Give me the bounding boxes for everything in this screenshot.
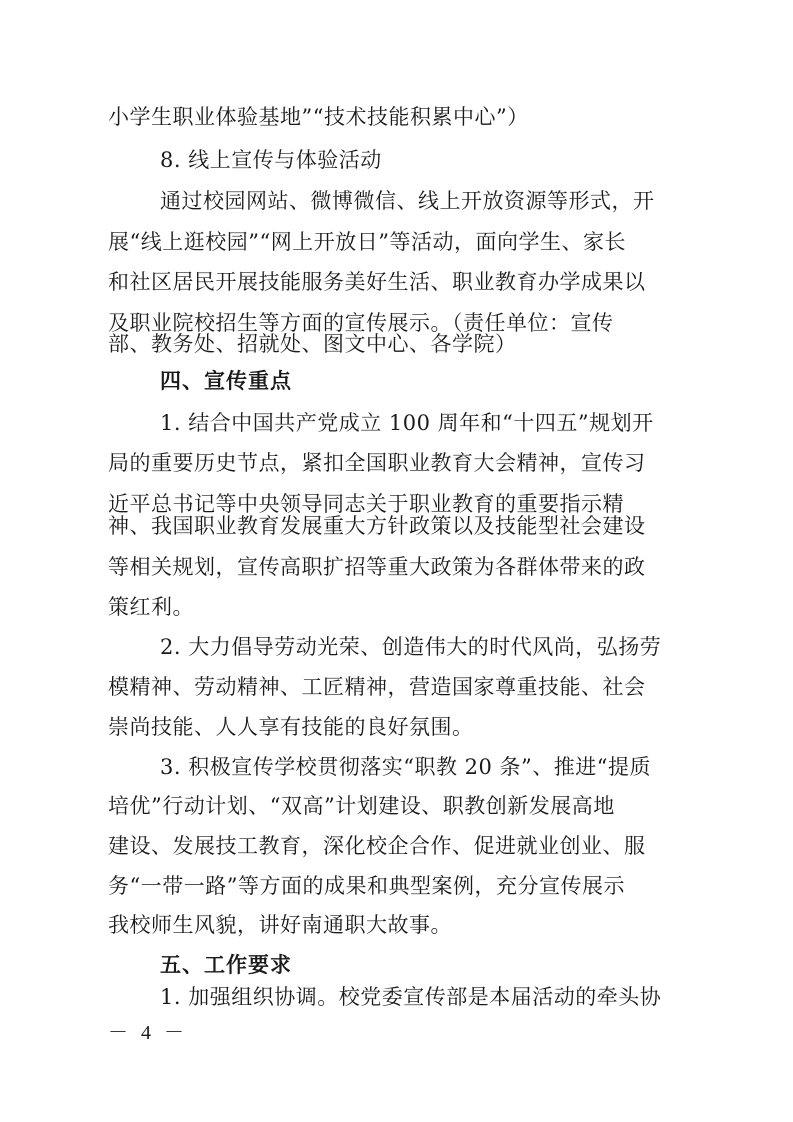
text-line: 我校师生风貌，讲好南通职大故事。 <box>108 913 452 937</box>
text-line: 及职业院校招生等方面的宣传展示。（责任单位：宣传 <box>108 311 614 335</box>
subheading-line: 8. 线上宣传与体验活动 <box>160 148 382 172</box>
text-line: 小学生职业体验基地”“技术技能积累中心”） <box>108 105 529 129</box>
text-line: 部、教务处、招就处、图文中心、各学院） <box>108 332 517 356</box>
text-line: 务“一带一路”等方面的成果和典型案例，充分宣传展示 <box>108 874 625 898</box>
text-line: 3. 积极宣传学校贯彻落实“职教 20 条”、推进“提质 <box>160 755 651 779</box>
text-line: 神、我国职业教育发展重大方针政策以及技能型社会建设 <box>108 514 646 538</box>
text-line: 展“线上逛校园”“网上开放日”等活动，面向学生、家长 <box>108 230 626 254</box>
text-line: 建设、发展技工教育，深化校企合作、促进就业创业、服 <box>108 834 646 858</box>
text-line: 等相关规划，宣传高职扩招等重大政策为各群体带来的政 <box>108 555 646 579</box>
text-line: 和社区居民开展技能服务美好生活、职业教育办学成果以 <box>108 270 646 294</box>
text-line: 培优”行动计划、“双高”计划建设、职教创新发展高地 <box>108 794 615 818</box>
page-number: － 4 － <box>108 1022 188 1044</box>
text-line: 近平总书记等中央领导同志关于职业教育的重要指示精 <box>108 492 624 516</box>
text-line: 2. 大力倡导劳动光荣、创造伟大的时代风尚，弘扬劳 <box>160 635 662 659</box>
section-heading: 四、宣传重点 <box>160 369 292 393</box>
text-line: 1. 结合中国共产党成立 100 周年和“十四五”规划开 <box>160 411 654 435</box>
text-line: 崇尚技能、人人享有技能的良好氛围。 <box>108 715 474 739</box>
text-line: 通过校园网站、微博微信、线上开放资源等形式，开 <box>160 189 655 213</box>
text-line: 1. 加强组织协调。校党委宣传部是本届活动的牵头协 <box>160 985 662 1009</box>
text-line: 局的重要历史节点，紧扣全国职业教育大会精神，宣传习 <box>108 451 646 475</box>
text-line: 模精神、劳动精神、工匠精神，营造国家尊重技能、社会 <box>108 675 646 699</box>
text-line: 策红利。 <box>108 595 194 619</box>
section-heading: 五、工作要求 <box>160 953 292 977</box>
